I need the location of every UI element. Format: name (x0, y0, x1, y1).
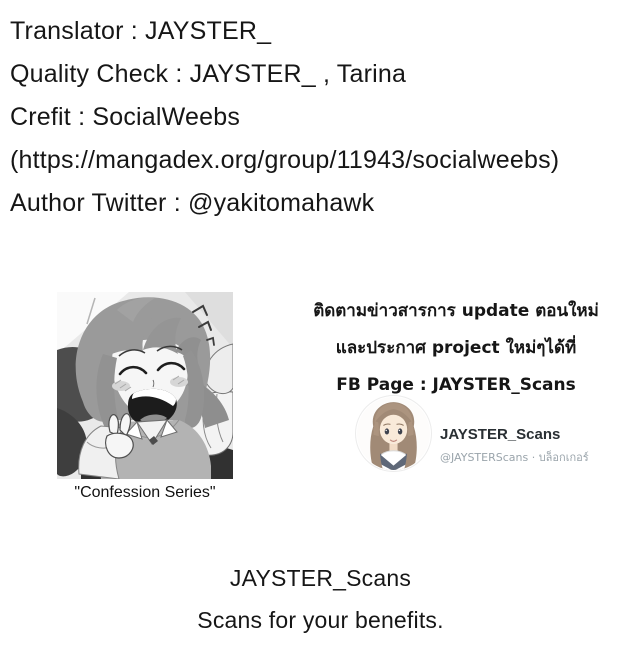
credits-block (10, 10, 559, 225)
profile-avatar[interactable] (356, 396, 431, 471)
laughing-girl-manga-art (57, 292, 233, 479)
fb-page-line: FB Page : JAYSTER_Scans (336, 375, 576, 395)
profile-handle: @JAYSTERScans · บล็อกเกอร์ (440, 451, 589, 464)
fb-profile-card[interactable] (356, 396, 616, 474)
avatar-girl-icon (356, 396, 431, 471)
credit-line-group-url[interactable]: (https://mangadex.org/group/11943/socialweebs) (10, 146, 560, 174)
credit-line-quality-check: Quality Check : JAYSTER_ , Tarina (10, 60, 407, 88)
credit-line-author-twitter: Author Twitter : @yakitomahawk (10, 189, 375, 217)
announcement-line-2: และประกาศ project ใหม่ๆได้ที่ (335, 338, 577, 358)
profile-name[interactable]: JAYSTER_Scans (440, 426, 561, 443)
footer-group-name: JAYSTER_Scans (229, 565, 412, 591)
announcement-block (300, 293, 612, 404)
credit-line-group: Crefit : SocialWeebs (10, 103, 241, 131)
credit-line-translator: Translator : JAYSTER_ (10, 17, 272, 45)
announcement-line-1: ติดตามข่าวสารการ update ตอนใหม่ (313, 301, 599, 321)
footer-tagline: Scans for your benefits. (197, 607, 444, 633)
series-preview-image (57, 292, 233, 479)
series-caption: "Confession Series" (74, 484, 216, 501)
